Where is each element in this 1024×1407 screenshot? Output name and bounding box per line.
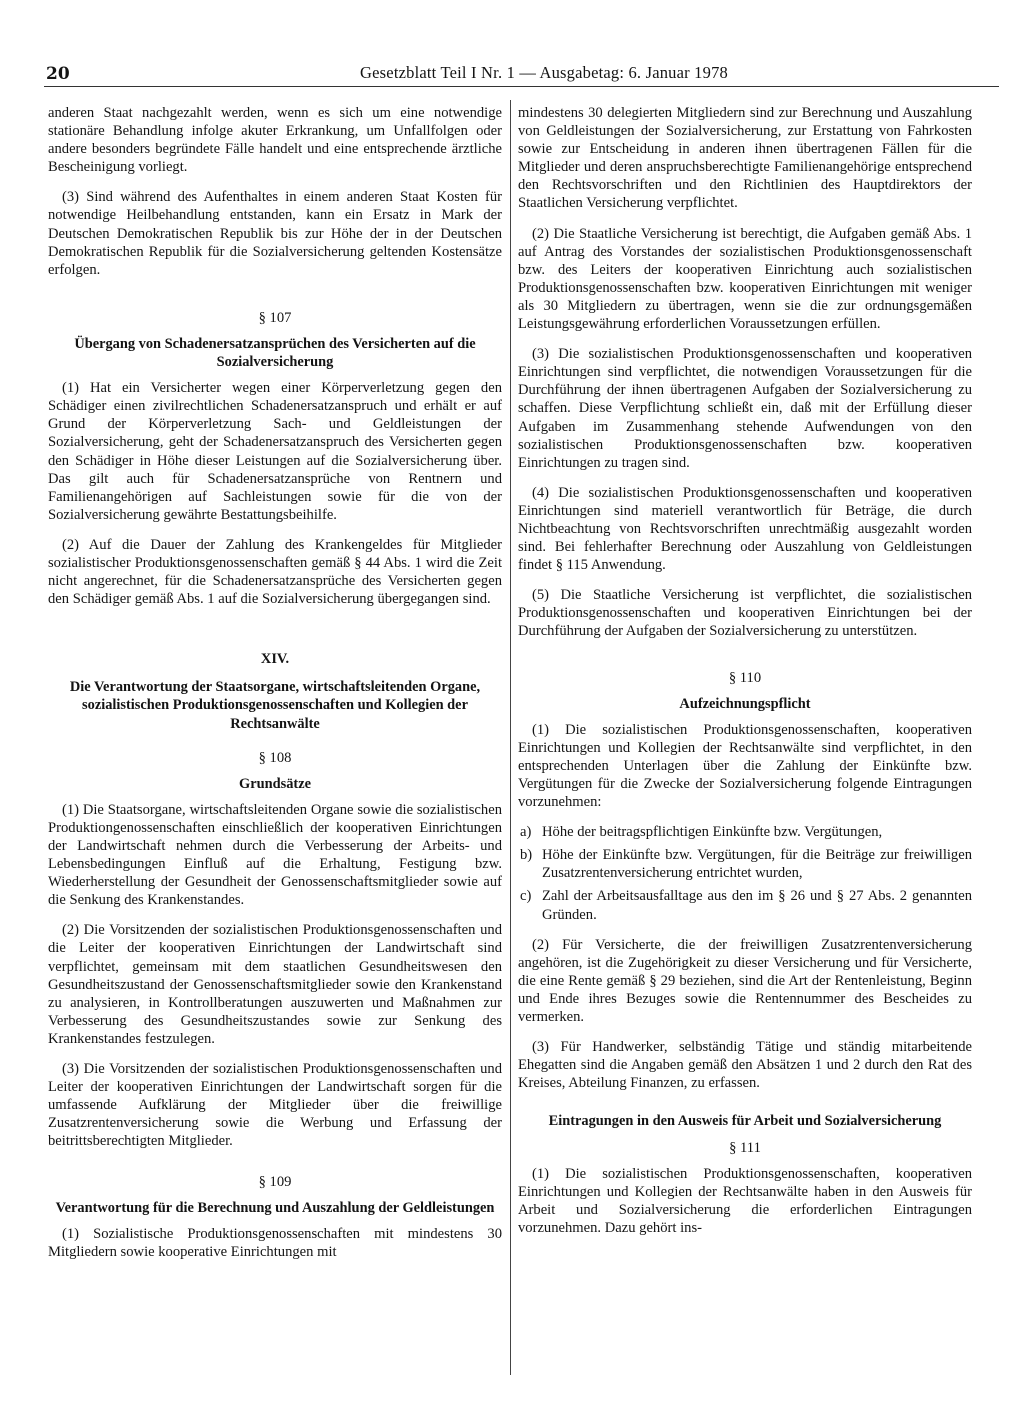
- section-heading: Eintragungen in den Ausweis für Arbeit und Sozialversicherung: [548, 1113, 942, 1130]
- section-number: § 110: [728, 669, 762, 686]
- paragraph: (2) Die Vorsitzenden der sozialistischen Produktionsgenossenschaften und die Leiter der kooperativen Einrichtungen der Landwirtschaft sind verpflichtet, gemeinsam mit dem staatlichen Gesundheitswesen den Gesundheitszustand der Genossenschaftsmitglieder sowie den Krankenstand zu analysieren, in Kontrollberatungen auszuwerten und Maßnahmen zur Verbesserung des Gesundheitszustandes sowie zur Senkung des Krankenstandes festzulegen.: [48, 922, 502, 1047]
- paragraph: (5) Die Staatliche Versicherung ist verpflichtet, die sozialistischen Produktionsgenossenschaften und kooperativen Einrichtungen bei der Durchführung der Aufgaben der Sozialversicherung zu unterstützen.: [518, 587, 972, 640]
- paragraph: (2) Die Staatliche Versicherung ist berechtigt, die Aufgaben gemäß Abs. 1 auf Antrag des Vorstandes der sozialistischen Produktionsgenossenschaft bzw. des Leiters der kooperativen Einrichtung auch sozialistischen Produktionsgenossenschaften bzw. kooperativen Einrichtungen mit weniger als 30 Mitgliedern zu übertragen, wenn sie die zur ordnungsgemäßen Leistungsgewährung erforderlichen Voraussetzungen erfüllen.: [518, 225, 972, 333]
- section-number: § 107: [258, 309, 292, 326]
- list-item: [518, 846, 972, 882]
- section-number: § 108: [258, 749, 292, 766]
- section-number: § 111: [729, 1139, 761, 1156]
- paragraph: (1) Die sozialistischen Produktionsgenossenschaften, kooperativen Einrichtungen und Kollegien der Rechtsanwälte haben in den Ausweis für Arbeit und Sozialversicherung die erforderlichen Eintragungen vorzunehmen. Dazu gehört ins-: [518, 1165, 972, 1236]
- column-divider: [510, 100, 511, 1375]
- section-heading: Verantwortung für die Berechnung und Auszahlung der Geldleistungen: [55, 1199, 495, 1216]
- paragraph: (2) Für Versicherte, die der freiwilligen Zusatzrentenversicherung angehören, ist die Zugehörigkeit zu dieser Versicherung und für Versicherte, die eine Rente gemäß § 29 beziehen, sind die Art der Rentenleistung, Beginn und Ende ihres Bezuges sowie die Rentennummer des Bescheides zu vermerken.: [518, 936, 972, 1026]
- paragraph: (3) Die sozialistischen Produktionsgenossenschaften und kooperativen Einrichtungen sind verpflichtet, die notwendigen Voraussetzungen für die Durchführung der ihnen übertragenen Aufgaben der Sozialversicherung zu schaffen. Diese Verpflichtung schließt ein, daß mit der Erfüllung dieser Aufgaben im Zusammenhang stehende Aufwendungen von den sozialistischen Produktionsgenossenschaften bzw. kooperativen Einrichtungen zu tragen sind.: [518, 346, 972, 471]
- paragraph: (3) Sind während des Aufenthaltes in einem anderen Staat Kosten für notwendige Heilbehandlung entstanden, kann ein Ersatz in Mark der Deutschen Demokratischen Republik bis zur Höhe der in der Deutschen Demokratischen Republik für die Sozialversicherung geltenden Kostensätze erfolgen.: [48, 189, 502, 278]
- section-heading: Übergang von Schadenersatzansprüchen des Versicherten auf die Sozialversicherung: [74, 335, 476, 371]
- list-item: [518, 823, 972, 841]
- chapter-title: Die Verantwortung der Staatsorgane, wirtschaftsleitenden Organe, sozialistischen Produktionsgenossenschaften und Kollegien der Rechtsanwälte: [69, 679, 481, 732]
- paragraph: (1) Die sozialistischen Produktionsgenossenschaften, kooperativen Einrichtungen und Kollegien der Rechtsanwälte sind verpflichtet, in den entsprechenden Unterlagen über die Zahlung der Einkünfte bzw. Vergütungen für die Zwecke der Sozialversicherung folgende Eintragungen vorzunehmen:: [518, 721, 972, 811]
- paragraph: (3) Für Handwerker, selbständig Tätige und ständig mitarbeitende Ehegatten sind die Angaben gemäß den Absätzen 1 und 2 durch den Rat des Kreises, Abteilung Finanzen, zu erfassen.: [518, 1039, 972, 1092]
- list-item-label: c): [520, 888, 532, 905]
- list-item-label: a): [520, 824, 532, 841]
- paragraph: (2) Auf die Dauer der Zahlung des Krankengeldes für Mitglieder sozialistischer Produktionsgenossenschaften gemäß § 44 Abs. 1 wird die Zeit nicht angerechnet, für die Schadenersatzansprüche des Versicherten gegen den Schädiger gemäß Abs. 1 auf die Sozialversicherung übergegangen sind.: [48, 536, 502, 608]
- section-heading: Aufzeichnungspflicht: [679, 695, 811, 712]
- section-number: § 109: [258, 1173, 292, 1190]
- list-item-text: Höhe der Einkünfte bzw. Vergütungen, für die Beiträge zur freiwilligen Zusatzrentenversicherung entrichtet wurden,: [542, 847, 972, 882]
- list-item-text: Höhe der beitragspflichtigen Einkünfte bzw. Vergütungen,: [542, 824, 883, 841]
- section-heading: Grundsätze: [239, 775, 311, 792]
- list-item-label: b): [520, 847, 533, 864]
- page-header: [44, 62, 999, 87]
- paragraph: (3) Die Vorsitzenden der sozialistischen Produktionsgenossenschaften und Leiter der kooperativen Einrichtungen der Landwirtschaft sorgen für die umfassende Aufklärung der Mitglieder über die freiwillige Zusatzrentenversicherung sowie die Werbung und Erfassung der beitrittsberechtigten Mitglieder.: [48, 1061, 502, 1150]
- paragraph: mindestens 30 delegierten Mitgliedern sind zur Berechnung und Auszahlung von Geldleistungen der Sozialversicherung, zur Erstattung von Fahrkosten sowie zur Entscheidung in anderen ihnen übertragenen Fällen für die Mitglieder und deren anspruchsberechtigte Familienangehörige entsprechend den Rechtsvorschriften und den Richtlinien des Hauptdirektors der Staatlichen Versicherung verpflichtet.: [518, 105, 972, 212]
- left-column: [48, 104, 502, 1273]
- paragraph: (1) Hat ein Versicherter wegen einer Körperverletzung gegen den Schädiger einen zivilrechtlichen Schadenersatzanspruch und erhält er auf Grund der Körperverletzung Sach- und Geldleistungen der Sozialversicherung, geht der Schadenersatzanspruch des Versicherten gegen den Schädiger in Höhe dieser Leistungen auf die Sozialversicherung über. Das gilt auch für Schadenersatzansprüche von Rentnern und Familienangehörigen auf Sachleistungen sowie für die von der Sozialversicherung gewährte Bestattungsbeihilfe.: [48, 380, 502, 523]
- paragraph: (4) Die sozialistischen Produktionsgenossenschaften und kooperativen Einrichtungen sind materiell verantwortlich für Beträge, die durch Nichtbeachtung von Rechtsvorschriften unrechtmäßig ausgezahlt worden sind. Bei fehlerhafter Berechnung oder Auszahlung von Geldleistungen findet § 115 Anwendung.: [518, 484, 972, 574]
- paragraph: anderen Staat nachgezahlt werden, wenn es sich um eine notwendige stationäre Behandlung infolge akuter Erkrankung, um Unfallfolgen oder andere besonders begründete Fälle handelt und eine entsprechende ärztliche Bescheinigung vorliegt.: [48, 105, 502, 176]
- enumerated-list: [518, 823, 972, 923]
- list-item: [518, 887, 972, 923]
- running-head: Gesetzblatt Teil I Nr. 1 — Ausgabetag: 6. Januar 1978: [360, 63, 728, 82]
- paragraph: (1) Die Staatsorgane, wirtschaftsleitenden Organe sowie die sozialistischen Produktiongenossenschaften einschließlich der kooperativen Einrichtungen der Landwirtschaft nehmen durch die Verbesserung der Arbeits- und Lebensbedingungen Einfluß auf die Erhaltung, Festigung bzw. Wiederherstellung der Gesundheit der Genossenschaftsmitglieder sowie auf die Senkung des Krankenstandes.: [48, 801, 502, 909]
- chapter-number: XIV.: [260, 651, 290, 668]
- page-number: 20: [46, 64, 70, 84]
- right-column: [518, 104, 972, 1249]
- paragraph: (1) Sozialistische Produktionsgenossenschaften mit mindestens 30 Mitgliedern sowie kooperative Einrichtungen mit: [48, 1225, 502, 1260]
- list-item-text: Zahl der Arbeitsausfalltage aus den im § 26 und § 27 Abs. 2 genannten Gründen.: [542, 888, 972, 923]
